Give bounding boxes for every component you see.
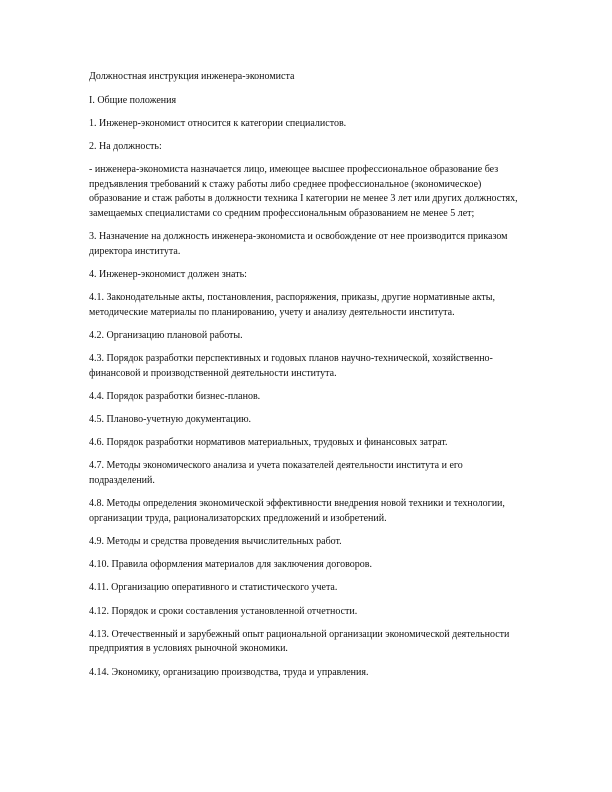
paragraph-4-5: 4.5. Планово-учетную документацию.	[89, 414, 252, 426]
paragraph-4-10: 4.10. Правила оформления материалов для заключения договоров.	[89, 559, 372, 571]
paragraph-4: 4. Инженер-экономист должен знать:	[89, 268, 247, 280]
paragraph-1: 1. Инженер-экономист относится к категории специалистов.	[89, 117, 347, 129]
paragraph-4-8: 4.8. Методы определения экономической эффективности внедрения новой техники и технологии, организации труда, рационализаторских предложений и изобретений.	[89, 498, 505, 524]
paragraph-4-7: 4.7. Методы экономического анализа и учета показателей деятельности института и его подразделений.	[89, 460, 463, 486]
document-page	[89, 70, 529, 689]
paragraph-4-4: 4.4. Порядок разработки бизнес-планов.	[89, 390, 261, 402]
paragraph-3: 3. Назначение на должность инженера-экономиста и освобождение от нее производится приказом директора института.	[89, 231, 508, 257]
paragraph-2-detail: - инженера-экономиста назначается лицо, имеющее высшее профессиональное образование без предъявления требований к стажу работы либо среднее профессиональное (экономическое) образование и стаж работы в должности техника I категории не менее 3 лет или других должностях, замещаемых специалистами со средним профессиональным образованием не менее 5 лет;	[89, 164, 518, 219]
paragraph-4-3: 4.3. Порядок разработки перспективных и годовых планов научно-технической, хозяйственно-финансовой и производственной деятельности института.	[89, 353, 493, 379]
paragraph-4-12: 4.12. Порядок и сроки составления установленной отчетности.	[89, 605, 358, 617]
paragraph-4-6: 4.6. Порядок разработки нормативов материальных, трудовых и финансовых затрат.	[89, 437, 448, 449]
paragraph-4-11: 4.11. Организацию оперативного и статистического учета.	[89, 582, 338, 594]
paragraph-4-2: 4.2. Организацию плановой работы.	[89, 329, 243, 341]
paragraph-4-9: 4.9. Методы и средства проведения вычислительных работ.	[89, 535, 342, 547]
section-heading: I. Общие положения	[89, 94, 177, 106]
document-title: Должностная инструкция инженера-экономиста	[89, 71, 295, 82]
paragraph-4-13: 4.13. Отечественный и зарубежный опыт рациональной организации экономической деятельности предприятия в условиях рыночной экономики.	[89, 628, 510, 655]
paragraph-4-1: 4.1. Законодательные акты, постановления, распоряжения, приказы, другие нормативные акты, методические материалы по планированию, учету и анализу деятельности института.	[89, 292, 495, 318]
paragraph-2: 2. На должность:	[89, 140, 162, 152]
paragraph-4-14: 4.14. Экономику, организацию производства, труда и управления.	[89, 666, 369, 678]
